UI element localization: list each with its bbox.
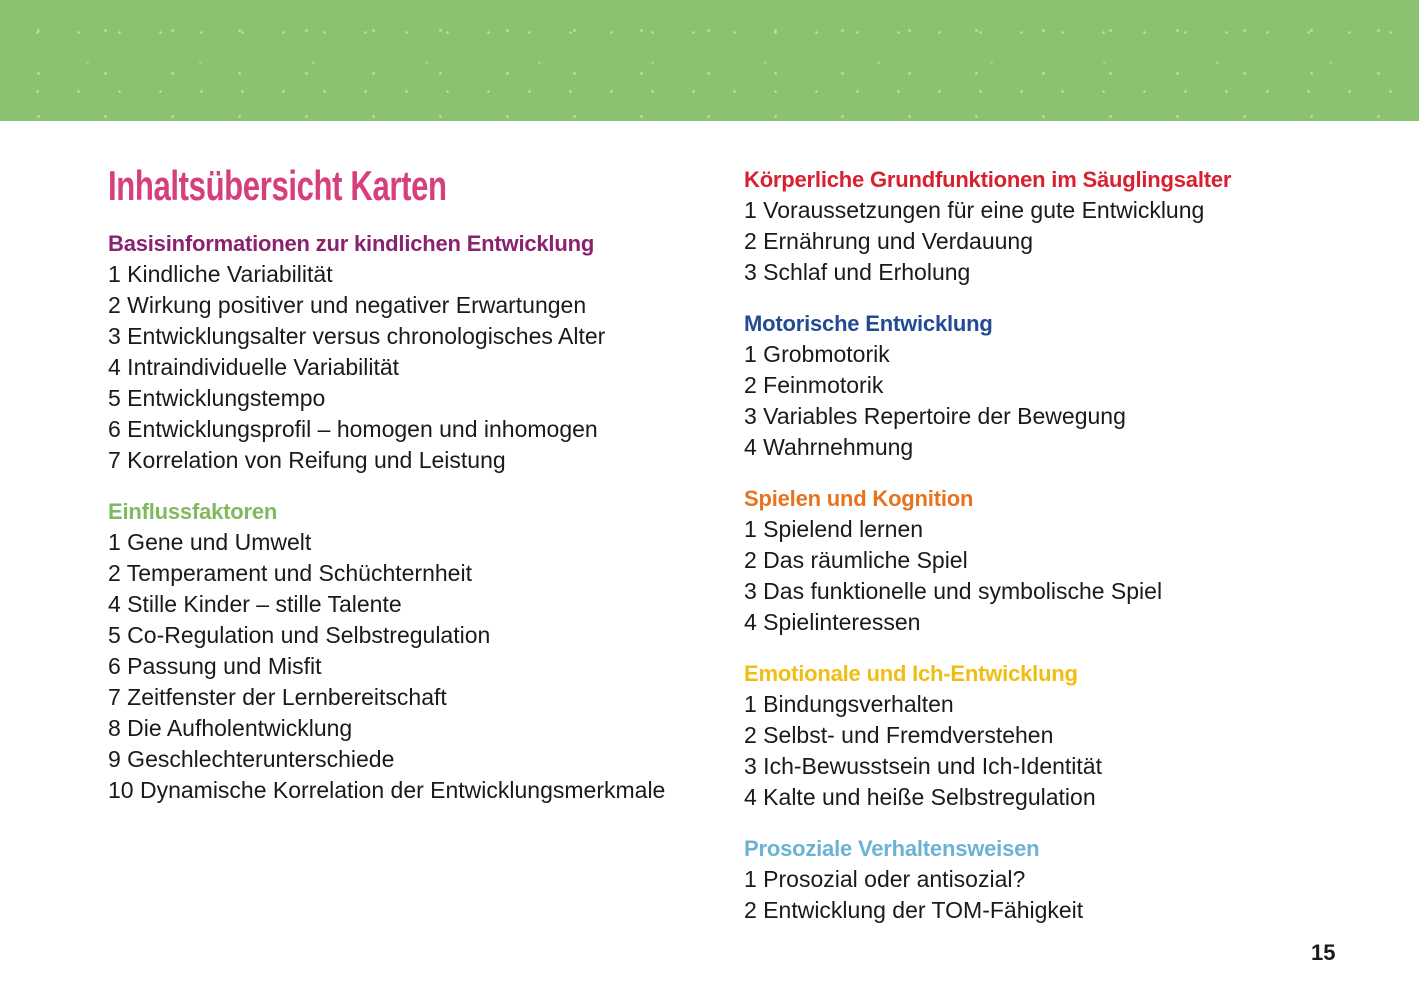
section-heading: Einflussfaktoren [108,499,278,524]
toc-item: 5 Co-Regulation und Selbstregulation [108,622,491,648]
toc-item: 4 Stille Kinder – stille Talente [108,591,402,617]
toc-item: 6 Passung und Misfit [108,653,322,679]
toc-item: 1 Kindliche Variabilität [108,261,333,287]
page-title: Inhaltsübersicht Karten [108,162,447,209]
toc-item: 9 Geschlechterunterschiede [108,746,395,772]
toc-item: 5 Entwicklungstempo [108,385,326,411]
toc-item: 4 Intraindividuelle Variabilität [108,354,400,380]
toc-item: 4 Spielinteressen [744,609,921,635]
toc-item: 1 Spielend lernen [744,516,924,542]
toc-section [108,228,665,476]
section-heading: Prosoziale Verhaltensweisen [744,836,1040,861]
toc-item: 8 Die Aufholentwicklung [108,715,353,741]
toc-item: 2 Ernährung und Verdauung [744,228,1034,254]
right-column [744,164,1231,946]
toc-item: 2 Selbst- und Fremdverstehen [744,722,1054,748]
section-heading: Emotionale und Ich-Entwicklung [744,661,1078,686]
toc-item: 4 Wahrnehmung [744,434,914,460]
toc-section [108,496,665,806]
toc-item: 2 Entwicklung der TOM-Fähigkeit [744,897,1084,923]
toc-item: 2 Das räumliche Spiel [744,547,968,573]
toc-item: 2 Wirkung positiver und negativer Erwartungen [108,292,587,318]
toc-item: 3 Ich-Bewusstsein und Ich-Identität [744,753,1102,779]
toc-item: 7 Korrelation von Reifung und Leistung [108,447,506,473]
toc-item: 1 Prosozial oder antisozial? [744,866,1026,892]
toc-item: 2 Temperament und Schüchternheit [108,560,472,586]
toc-item: 3 Entwicklungsalter versus chronologisches Alter [108,323,606,349]
toc-section [744,833,1231,926]
toc-item: 3 Schlaf und Erholung [744,259,971,285]
toc-section [744,308,1231,463]
toc-item: 4 Kalte und heiße Selbstregulation [744,784,1096,810]
toc-section [744,483,1231,638]
header-band [0,0,1419,121]
toc-section [744,164,1231,288]
toc-item: 1 Grobmotorik [744,341,890,367]
section-heading: Körperliche Grundfunktionen im Säuglingsalter [744,167,1232,192]
section-heading: Basisinformationen zur kindlichen Entwicklung [108,231,595,256]
left-column [108,162,665,826]
toc-item: 3 Variables Repertoire der Bewegung [744,403,1126,429]
toc-item: 10 Dynamische Korrelation der Entwicklungsmerkmale [108,777,666,803]
page-number: 15 [1311,940,1336,965]
section-heading: Motorische Entwicklung [744,311,993,336]
toc-item: 1 Bindungsverhalten [744,691,954,717]
toc-item: 1 Gene und Umwelt [108,529,312,555]
toc-item: 1 Voraussetzungen für eine gute Entwicklung [744,197,1205,223]
toc-item: 7 Zeitfenster der Lernbereitschaft [108,684,447,710]
toc-item: 2 Feinmotorik [744,372,884,398]
toc-item: 3 Das funktionelle und symbolische Spiel [744,578,1163,604]
section-heading: Spielen und Kognition [744,486,974,511]
toc-section [744,658,1231,813]
toc-item: 6 Entwicklungsprofil – homogen und inhomogen [108,416,598,442]
